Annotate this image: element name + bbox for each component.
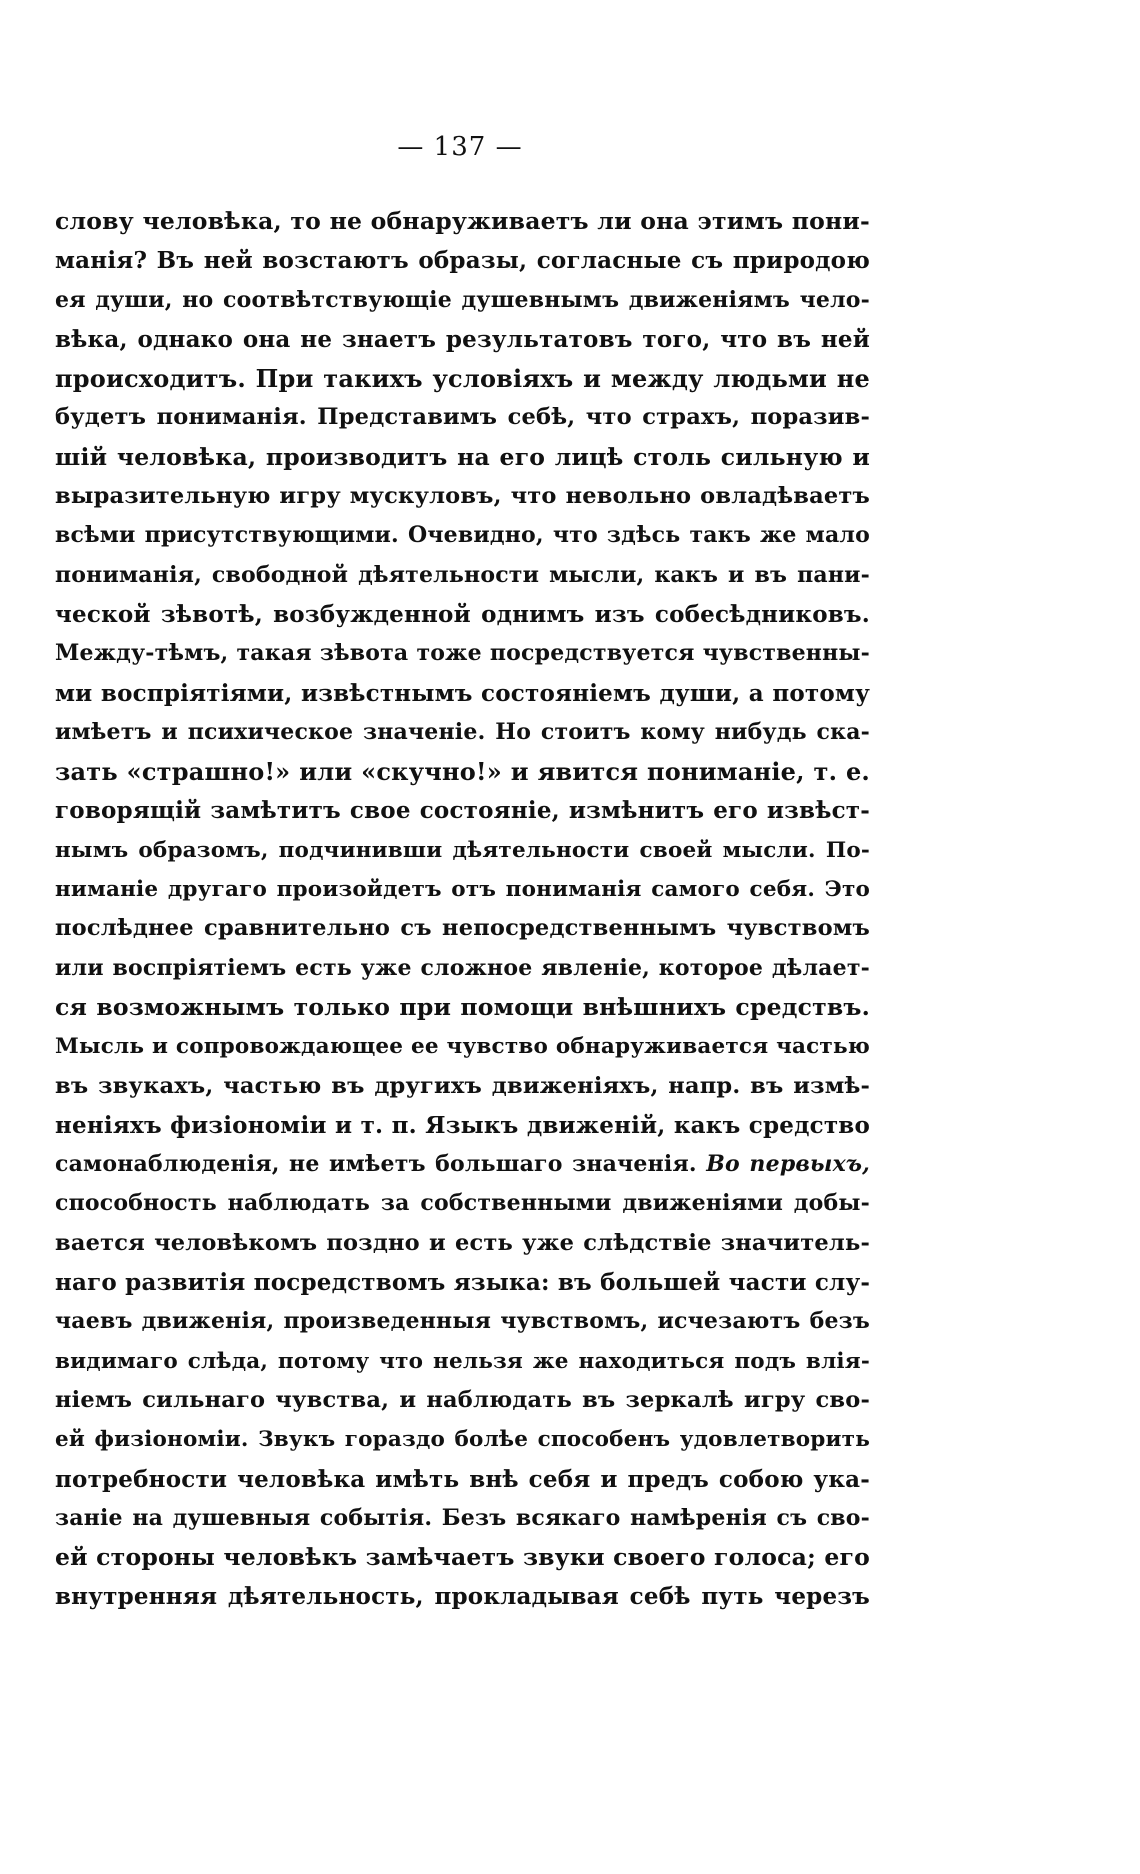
text-line: вѣка, однако она не знаетъ результатовъ того, что въ ней (55, 325, 870, 353)
text-line: ниманіе другаго произойдетъ отъ пониманія самого себя. Это (55, 877, 870, 903)
text-line: Между-тѣмъ, такая зѣвота тоже посредствуется чувственны- (55, 640, 870, 667)
text-line: всѣми присутствующими. Очевидно, что здѣсь такъ же мало (55, 522, 870, 549)
page-number: — 137 — (397, 132, 523, 162)
text-line: выразительную игру мускуловъ, что невольно овладѣваетъ (55, 483, 870, 510)
text-line: чаевъ движенія, произведенныя чувствомъ, исчезаютъ безъ (55, 1308, 870, 1335)
text-line: ческой зѣвотѣ, возбужденной однимъ изъ собесѣдниковъ. (55, 600, 870, 628)
text-line: шій человѣка, производитъ на его лицѣ столь сильную и (55, 442, 870, 471)
text-line: происходитъ. При такихъ условіяхъ и между людьми не (55, 364, 870, 394)
text-line: ея души, но соотвѣтствующіе душевнымъ движеніямъ чело- (55, 286, 870, 313)
text-line: вается человѣкомъ поздно и есть уже слѣдствіе значитель- (55, 1229, 870, 1256)
text-line: ми воспріятіями, извѣстнымъ состояніемъ души, а потому (55, 679, 870, 707)
text-line: манія? Въ ней возстаютъ образы, согласные съ природою (55, 247, 870, 275)
text-line-with-italic (55, 1145, 870, 1184)
text-segment: самонаблюденія, не имѣетъ большаго значенія. (55, 1151, 697, 1178)
italic-phrase: Во первыхъ, (706, 1151, 871, 1178)
text-line: внутренняя дѣятельность, прокладывая себѣ путь черезъ (55, 1583, 870, 1611)
text-line: пониманія, свободной дѣятельности мысли, какъ и въ пани- (55, 561, 870, 588)
text-line: зать «страшно!» или «скучно!» и явится пониманіе, т. е. (55, 757, 870, 787)
text-line: потребности человѣка имѣть внѣ себя и предъ собою ука- (55, 1465, 870, 1493)
text-line: неніяхъ физіономіи и т. п. Языкъ движеній, какъ средство (55, 1111, 870, 1139)
text-line: или воспріятіемъ есть уже сложное явленіе, которое дѣлает- (55, 954, 870, 981)
text-line: заніе на душевныя событія. Безъ всякаго намѣренія съ сво- (55, 1504, 870, 1531)
text-line: послѣднее сравнительно съ непосредственнымъ чувствомъ (55, 915, 870, 942)
text-line: говорящій замѣтитъ свое состояніе, измѣнитъ его извѣст- (55, 797, 870, 825)
text-line: ніемъ сильнаго чувства, и наблюдать въ зеркалѣ игру сво- (55, 1386, 870, 1413)
text-line: ей физіономіи. Звукъ гораздо болѣе способенъ удовлетворить (55, 1427, 870, 1453)
text-line: ся возможнымъ только при помощи внѣшнихъ средствъ. (55, 992, 870, 1021)
text-line: имѣетъ и психическое значеніе. Но стоитъ кому нибудь ска- (55, 718, 870, 745)
text-line: видимаго слѣда, потому что нельзя же находиться подъ влія- (55, 1348, 870, 1374)
text-line: способность наблюдать за собственными движеніями добы- (55, 1190, 870, 1217)
text-line: нымъ образомъ, подчинивши дѣятельности своей мысли. По- (55, 837, 870, 863)
text-line: Мысль и сопровождающее ее чувство обнаруживается частью (55, 1034, 870, 1060)
text-line: наго развитія посредствомъ языка: въ большей части слу- (55, 1269, 871, 1297)
text-line: въ звукахъ, частью въ другихъ движеніяхъ, напр. въ измѣ- (55, 1072, 870, 1099)
text-line: ей стороны человѣкъ замѣчаетъ звуки своего голоса; его (55, 1543, 870, 1572)
body-text (55, 202, 870, 1617)
text-line: будетъ пониманія. Представимъ себѣ, что страхъ, поразив- (55, 404, 870, 431)
text-line: слову человѣка, то не обнаруживаетъ ли она этимъ пони- (55, 207, 870, 235)
